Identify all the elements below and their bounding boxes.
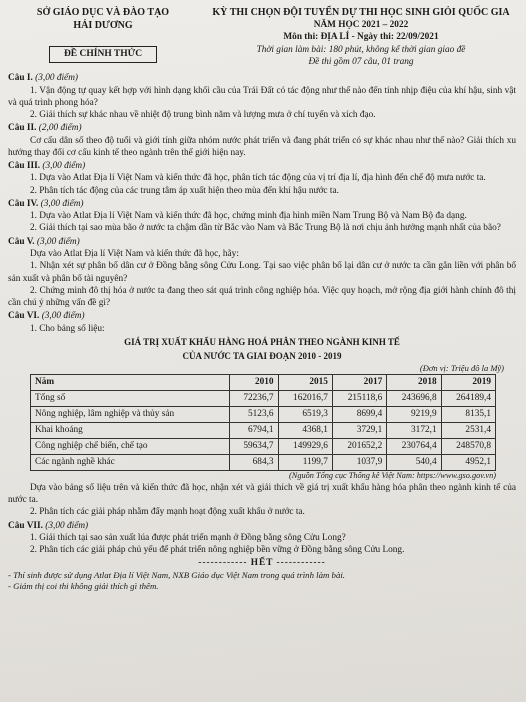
duration: Thời gian làm bài: 180 phút, không kể thời gian giao đề: [256, 44, 466, 55]
table-cell: 201652,2: [332, 438, 386, 454]
table-cell: 72236,7: [230, 390, 279, 406]
question-5: [8, 236, 516, 310]
question-points: (3,00 điểm): [36, 236, 80, 247]
row-label: Khai khoáng: [31, 422, 230, 438]
table-cell: 243696,8: [387, 390, 441, 406]
question-2: [8, 122, 516, 159]
table-cell: 1199,7: [278, 454, 332, 470]
table-cell: 9219,9: [387, 406, 441, 422]
header-cell: 2015: [278, 374, 332, 390]
header-left: [8, 6, 198, 68]
question-heading: [8, 520, 516, 532]
question-3: [8, 160, 516, 197]
table-cell: 540,4: [387, 454, 441, 470]
header-cell: 2010: [230, 374, 279, 390]
question-number: Câu IV.: [8, 198, 39, 209]
school-year: NĂM HỌC 2021 – 2022: [313, 20, 409, 31]
question-item: 2. Giải thích tại sao mùa bão ở nước ta chậm dần từ Bắc vào Nam và Bắc Trung Bộ là nơi chịu ảnh hưởng mạnh nhất của bão?: [30, 223, 501, 234]
table-cell: 230764,4: [387, 438, 441, 454]
table-cell: 59634,7: [230, 438, 279, 454]
table-row: [31, 438, 496, 454]
table-cell: 215118,6: [332, 390, 386, 406]
org-name: SỞ GIÁO DỤC VÀ ĐÀO TẠO: [36, 7, 170, 18]
question-number: Câu III.: [8, 161, 41, 172]
question-7: [8, 520, 516, 557]
exam-title: KỲ THI CHỌN ĐỘI TUYỂN DỰ THI HỌC SINH GIỎI QUỐC GIA: [212, 7, 510, 18]
question-number: Câu V.: [8, 236, 35, 247]
question-heading: [8, 160, 516, 172]
table-title: GIÁ TRỊ XUẤT KHẨU HÀNG HOÁ PHÂN THEO NGÀNH KINH TẾ: [124, 336, 400, 347]
org-province: HẢI DƯƠNG: [73, 20, 133, 32]
table-row: [31, 390, 496, 406]
header-cell: 2017: [332, 374, 386, 390]
table-row: [31, 454, 496, 470]
question-number: Câu VII.: [8, 520, 43, 531]
header-right: [206, 6, 516, 68]
question-number: Câu I.: [8, 73, 33, 84]
table-cell: 4368,1: [278, 422, 332, 438]
question-points: (3,00 điểm): [41, 311, 85, 322]
table-cell: 6794,1: [230, 422, 279, 438]
question-item: 2. Giải thích sự khác nhau về nhiệt độ trung bình năm và lượng mưa ở chí tuyến và xích đạo.: [30, 110, 376, 121]
header-cell: 2019: [441, 374, 495, 390]
header-cell: Năm: [31, 374, 230, 390]
row-label: Tổng số: [31, 390, 230, 406]
question-item: 1. Dựa vào Atlat Địa lí Việt Nam và kiến thức đã học, chứng minh địa hình miền Nam Trung Bộ và Nam Bộ đa dạng.: [30, 211, 467, 222]
question-item: 1. Vận động tự quay kết hợp với hình dạng khối cầu của Trái Đất có tác động như thế nào đến tính nhịp điệu của khí hậu, sinh vật và quá trình phong hóa?: [8, 85, 516, 108]
table-header-row: [31, 374, 496, 390]
question-number: Câu VI.: [8, 311, 40, 322]
question-heading: [8, 198, 516, 210]
question-points: (3,00 điểm): [35, 73, 78, 84]
table-cell: 5123,6: [230, 406, 279, 422]
table-cell: 248570,8: [441, 438, 495, 454]
question-item: Cơ cấu dân số theo độ tuổi và giới tính giữa nhóm nước phát triển và đang phát triển có sự khác nhau như thế nào? Giải thích xu hướng thay đổi cơ cấu kinh tế theo ngành trên thế giới hiện nay.: [8, 135, 516, 158]
question-points: (3,00 điểm): [45, 520, 89, 531]
question-item: 2. Phân tích tác động của các trung tâm áp xuất hiện theo mùa đến khí hậu nước ta.: [30, 185, 339, 196]
question-heading: [8, 236, 516, 248]
row-label: Nông nghiệp, lâm nghiệp và thủy sản: [31, 406, 230, 422]
table-cell: 162016,7: [278, 390, 332, 406]
table-cell: 8135,1: [441, 406, 495, 422]
note-proctor: - Giám thị coi thi không giải thích gì thêm.: [8, 581, 159, 592]
table-row: [31, 422, 496, 438]
row-label: Các ngành nghề khác: [31, 454, 230, 470]
question-1: [8, 72, 516, 121]
question-item: 1. Nhận xét sự phân bố dân cư ở Đồng bằng sông Cửu Long. Tại sao việc phân bố lại dân cư ở nước ta cần gắn liền với phân bố sản xuất và phân bố tài nguyên?: [8, 261, 516, 284]
question-heading: [8, 72, 516, 84]
table-cell: 3172,1: [387, 422, 441, 438]
question-points: (2,00 điểm): [38, 123, 82, 134]
question-points: (3,00 điểm): [40, 198, 84, 209]
header-cell: 2018: [387, 374, 441, 390]
table-cell: 2531,4: [441, 422, 495, 438]
question-item: 1. Dựa vào Atlat Địa lí Việt Nam và kiến thức đã học, phân tích tác động của vị trí địa lí, địa hình đến chế độ mưa nước ta.: [30, 173, 486, 184]
subject-date: Môn thi: ĐỊA LÍ - Ngày thi: 22/09/2021: [283, 32, 439, 43]
question-points: (3,00 điểm): [42, 161, 86, 172]
table-cell: 6519,3: [278, 406, 332, 422]
table-source: (Nguồn Tổng cục Thống kê Việt Nam: https://www.gso.gov.vn): [289, 470, 496, 480]
question-4: [8, 198, 516, 235]
question-item: 2. Phân tích các giải pháp chủ yếu để phát triển nông nghiệp bền vững ở Đồng bằng sông Cửu Long.: [30, 545, 405, 556]
exam-header: [8, 6, 516, 68]
table-cell: 1037,9: [332, 454, 386, 470]
question-item: 2. Phân tích các giải pháp nhằm đẩy mạnh hoạt động xuất khẩu ở nước ta.: [30, 507, 305, 518]
end-mark: ------------ HẾT ------------: [198, 558, 326, 569]
table-row: [31, 406, 496, 422]
question-6: [8, 310, 516, 518]
question-heading: [8, 310, 516, 322]
table-cell: 3729,1: [332, 422, 386, 438]
official-badge: ĐỀ CHÍNH THỨC: [49, 46, 157, 63]
table-unit: (Đơn vị: Triệu đô la Mỹ): [419, 362, 504, 373]
question-heading: [8, 122, 516, 134]
question-item: 2. Chứng minh đô thị hóa ở nước ta đang theo sát quá trình công nghiệp hóa. Việc quy hoạch, mở rộng địa giới hành chính đô thị cần chú ý những vấn đề gì?: [8, 285, 516, 309]
table-subtitle: CỦA NƯỚC TA GIAI ĐOẠN 2010 - 2019: [182, 350, 342, 361]
table-cell: 149929,6: [278, 438, 332, 454]
export-table: [30, 374, 496, 471]
page-count: Đề thi gồm 07 câu, 01 trang: [308, 56, 414, 67]
table-cell: 264189,4: [441, 390, 495, 406]
question-item: 1. Cho bảng số liệu:: [30, 323, 105, 334]
row-label: Công nghiệp chế biến, chế tạo: [31, 438, 230, 454]
table-cell: 8699,4: [332, 406, 386, 422]
question-item: Dựa vào Atlat Địa lí Việt Nam và kiến thức đã học, hãy:: [30, 248, 239, 259]
table-cell: 684,3: [230, 454, 279, 470]
question-item: Dựa vào bảng số liệu trên và kiến thức đã học, nhận xét và giải thích về giá trị xuất khẩu hàng hóa phân theo ngành kinh tế của nước ta.: [8, 482, 516, 505]
question-item: 1. Giải thích tại sao sản xuất lúa được phát triển mạnh ở Đồng bằng sông Cửu Long?: [30, 532, 346, 543]
question-number: Câu II.: [8, 123, 37, 134]
note-atlas: - Thí sinh được sử dụng Atlat Địa lí Việt Nam, NXB Giáo dục Việt Nam trong quá trình làm bài.: [8, 569, 345, 580]
table-cell: 4952,1: [441, 454, 495, 470]
